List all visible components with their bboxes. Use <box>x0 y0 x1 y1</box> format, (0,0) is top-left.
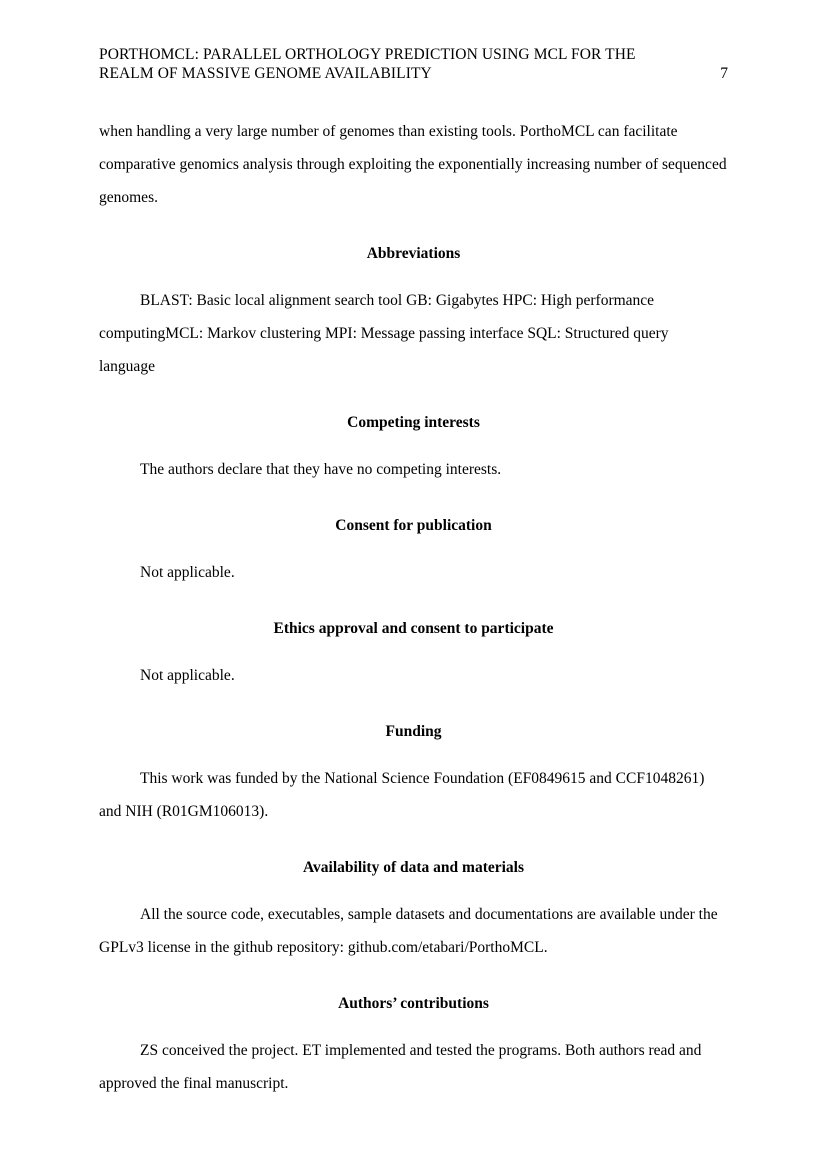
paragraph: All the source code, executables, sample datasets and documentations are available under the GPLv3 license in the github repository: github.com/etabari/PorthoMCL. <box>99 906 718 956</box>
paragraph: Not applicable. <box>140 564 235 581</box>
running-title <box>99 45 700 83</box>
section-continuation <box>99 115 728 214</box>
running-title-line-2: REALM OF MASSIVE GENOME AVAILABILITY <box>99 65 432 82</box>
section-abbreviations <box>99 237 728 383</box>
section-heading: Ethics approval and consent to participate <box>273 620 554 637</box>
page-header <box>99 45 728 83</box>
section-availability <box>99 851 728 964</box>
section-heading: Competing interests <box>347 414 480 431</box>
paragraph: Not applicable. <box>140 667 235 684</box>
page-content <box>99 115 728 1100</box>
paragraph: This work was funded by the National Science Foundation (EF0849615 and CCF1048261) and NIH (R01GM106013). <box>99 770 705 820</box>
paragraph: BLAST: Basic local alignment search tool GB: Gigabytes HPC: High performance computingMCL: Markov clustering MPI: Message passing interface SQL: Structured query language <box>99 292 669 375</box>
section-consent-for-publication <box>99 509 728 589</box>
section-authors-contributions <box>99 987 728 1100</box>
section-funding <box>99 715 728 828</box>
section-heading: Availability of data and materials <box>302 859 525 876</box>
paragraph: ZS conceived the project. ET implemented and tested the programs. Both authors read and approved the final manuscript. <box>99 1042 702 1092</box>
section-heading: Funding <box>385 723 442 740</box>
section-heading: Abbreviations <box>366 245 461 262</box>
running-title-line-1: PORTHOMCL: PARALLEL ORTHOLOGY PREDICTION USING MCL FOR THE <box>99 46 636 63</box>
section-ethics-approval <box>99 612 728 692</box>
section-heading: Consent for publication <box>335 517 492 534</box>
paragraph: when handling a very large number of genomes than existing tools. PorthoMCL can facilitate comparative genomics analysis through exploiting the exponentially increasing number of sequenced genomes. <box>99 123 727 206</box>
section-heading: Authors’ contributions <box>338 995 489 1012</box>
page-number: 7 <box>720 65 728 82</box>
paragraph: The authors declare that they have no competing interests. <box>140 461 502 478</box>
section-competing-interests <box>99 406 728 486</box>
